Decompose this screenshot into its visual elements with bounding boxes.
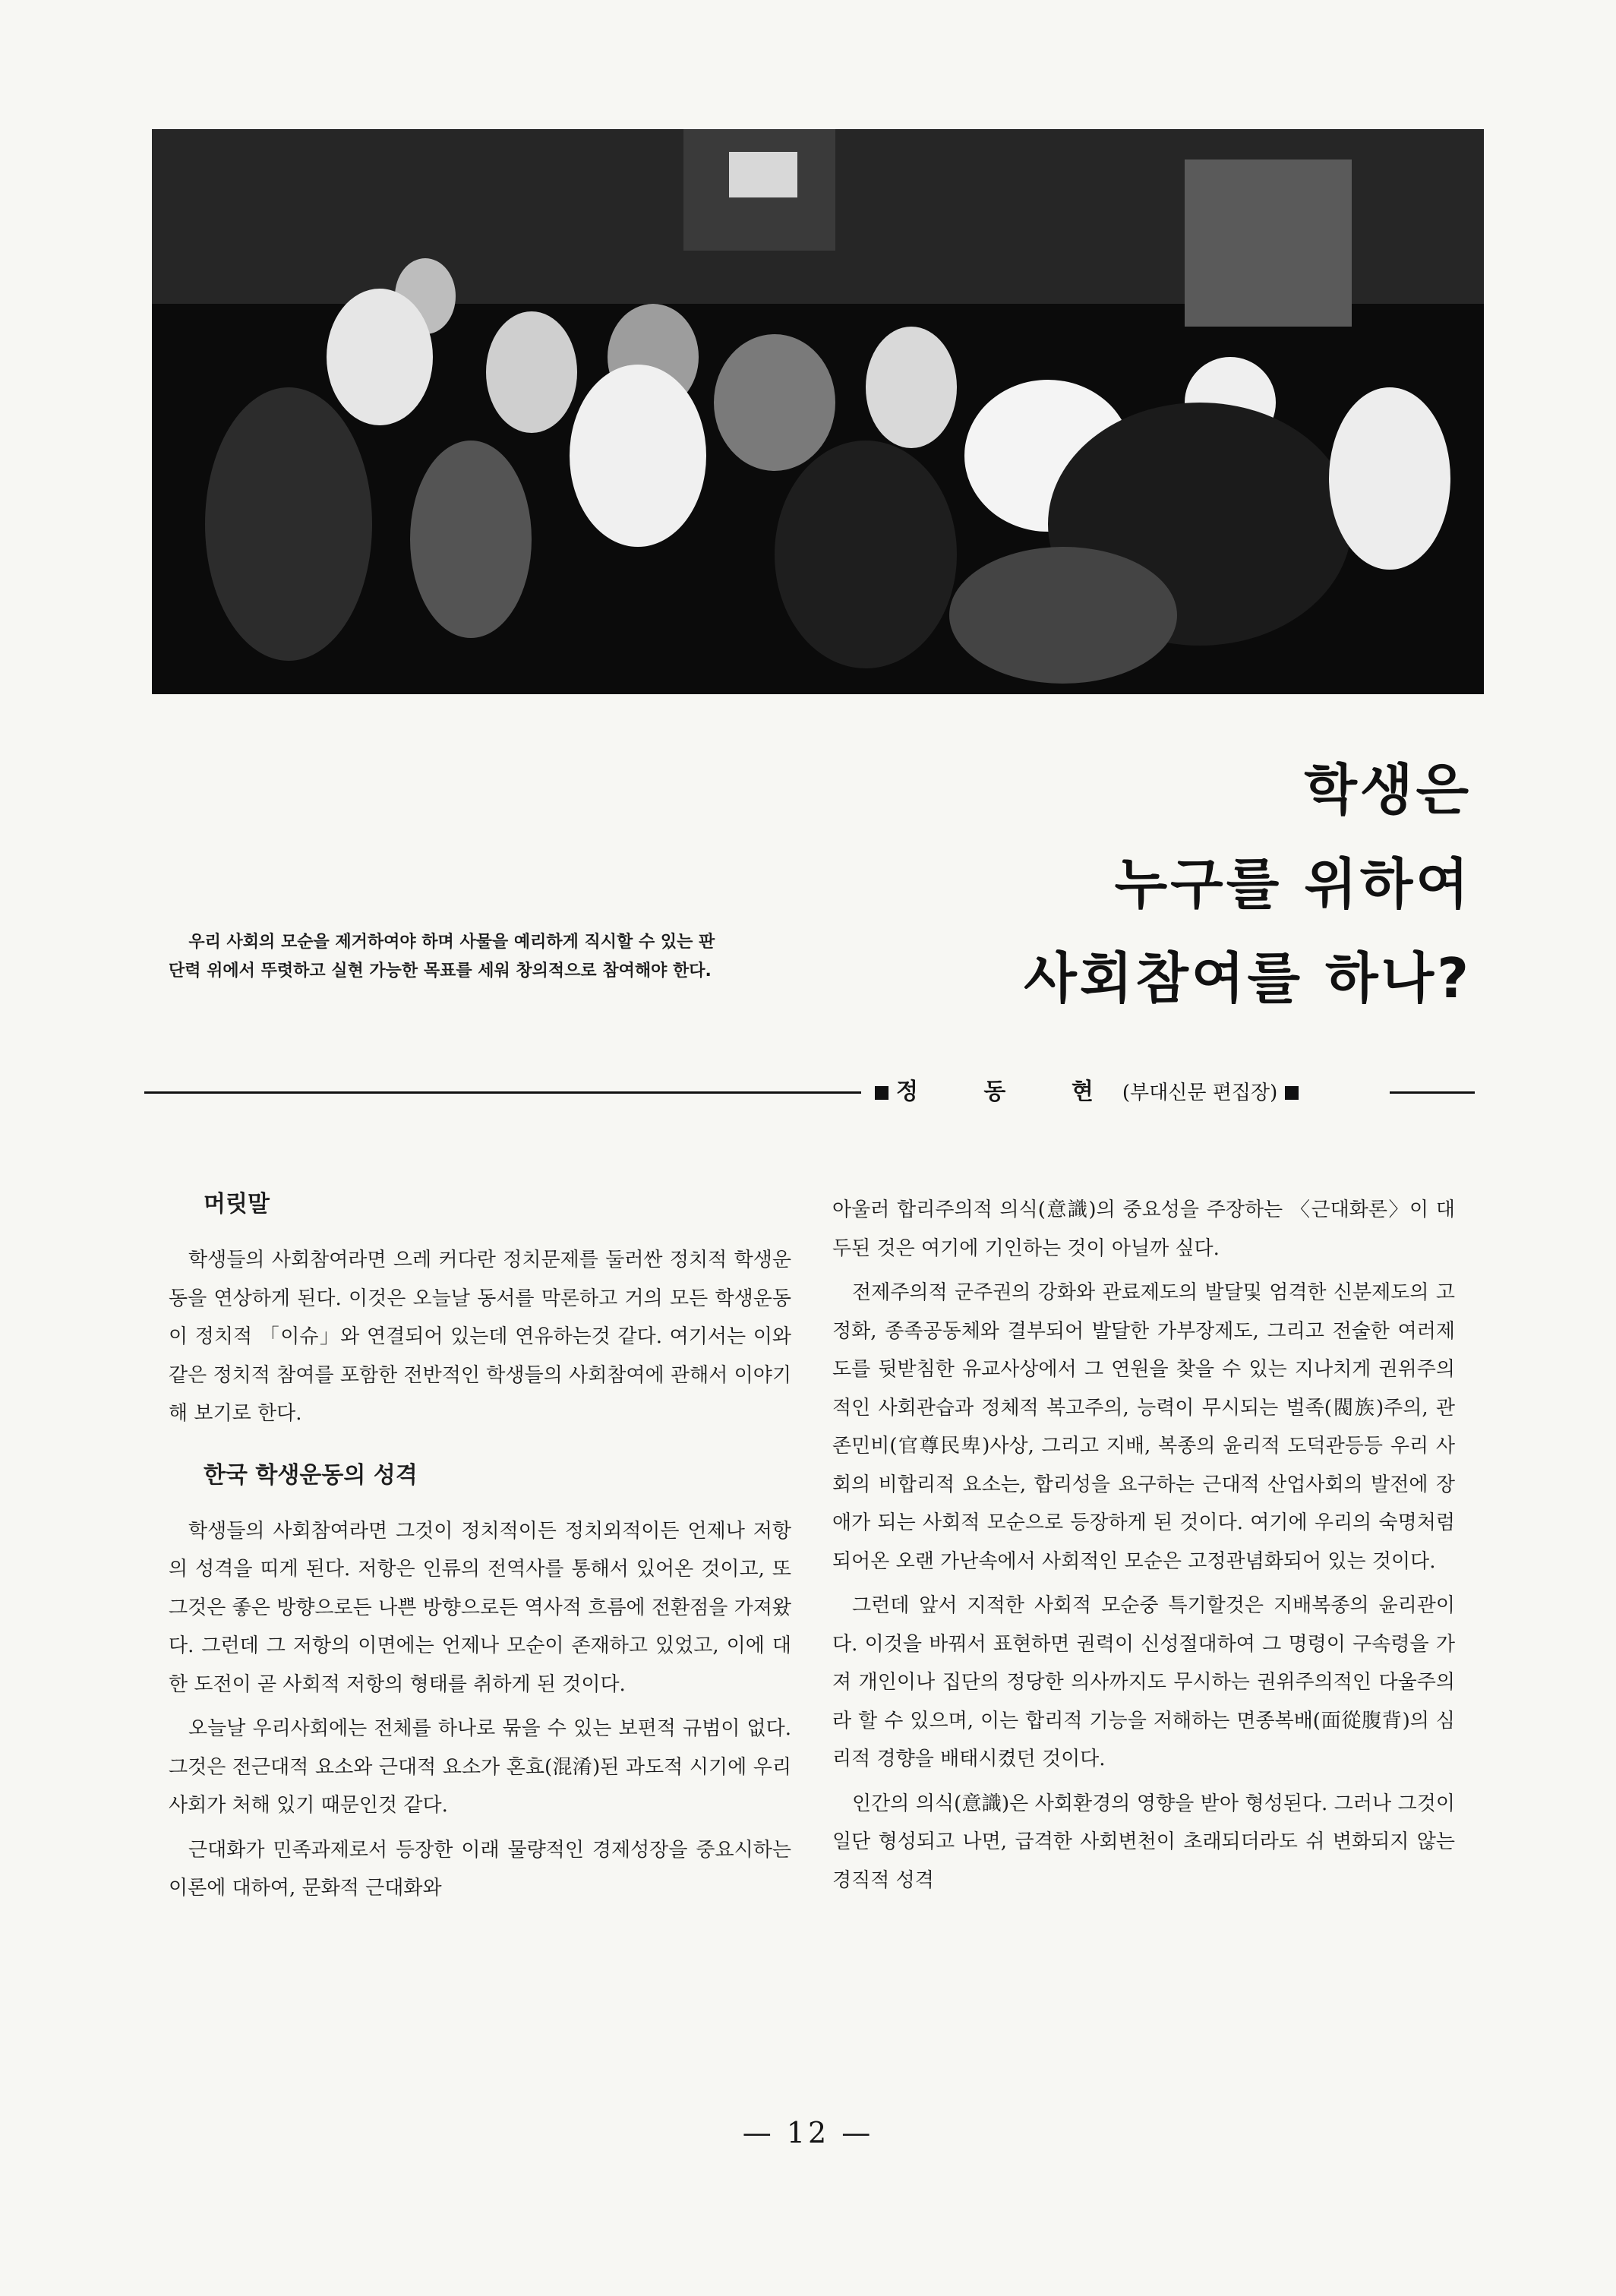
crowd-photo-image [152,129,1484,694]
caption-text: 우리 사회의 모순을 제거하여야 하며 사물을 예리하게 직시할 수 있는 판단력 위에서 뚜렷하고 실현 가능한 목표를 세워 창의적으로 참여해야 한다. [169,933,715,981]
paragraph: 전제주의적 군주권의 강화와 관료제도의 발달및 엄격한 신분제도의 고정화, 종족공동체와 결부되어 발달한 가부장제도, 그리고 전술한 여러제도를 뒷받침한 유교사상에서 그 연원을 찾을 수 있는 지나치게 권위주의적인 사회관습과 정체적 복고주의, 능력이 무시되는 벌족(閥族)주의, 관존민비(官尊民卑)사상, 그리고 지배, 복종의 윤리적 도덕관등등 우리 사회의 비합리적 요소는, 합리성을 요구하는 근대적 산업사회의 발전에 장애가 되는 사회적 모순으로 등장하게 된 것이다. 여기에 우리의 숙명처럼 되어온 오랜 가난속에서 사회적인 모순은 고정관념화되어 있는 것이다. [832,1281,1455,1573]
author-affiliation: (부대신문 편집장) [1122,1082,1278,1104]
crowd-photo [152,129,1484,694]
paragraph: 오늘날 우리사회에는 전체를 하나로 묶을 수 있는 보편적 규범이 없다. 그것은 전근대적 요소와 근대적 요소가 혼효(混淆)된 과도적 시기에 우리사회가 처해 있기 때문인것 같다. [169,1717,791,1817]
author-name: 정 동 현 [896,1079,1122,1105]
right-column [832,1191,1455,1906]
paragraph: 학생들의 사회참여라면 그것이 정치적이든 정치외적이든 언제나 저항의 성격을 띠게 된다. 저항은 인류의 전역사를 통해서 있어온 것이고, 또 그것은 좋은 방향으로든 나쁜 방향으로든 역사적 흐름에 전환점을 가져왔다. 그런데 그 저항의 이면에는 언제나 모순이 존재하고 있었고, 이에 대한 도전이 곧 사회적 저항의 형태를 취하게 된 것이다. [169,1519,791,1696]
photo-caption [169,928,731,986]
square-marker-icon [875,1086,888,1100]
headline-line-2: 누구를 위하여 [1114,852,1472,916]
page-number: — 12 — [742,2116,874,2149]
left-column [169,1183,791,1914]
paragraph: 아울러 합리주의적 의식(意識)의 중요성을 주장하는 〈근대화론〉이 대두된 것은 여기에 기인하는 것이 아닐까 싶다. [832,1199,1455,1260]
paragraph: 그런데 앞서 지적한 사회적 모순중 특기할것은 지배복종의 윤리관이다. 이것을 바꿔서 표현하면 권력이 신성절대하여 그 명령이 구속령을 가져 개인이나 집단의 정당한 의사까지도 무시하는 권위주의적인 다울주의라 할 수 있으며, 이는 합리적 기능을 저해하는 면종복배(面從腹背)의 심리적 경향을 배태시켰던 것이다. [832,1594,1455,1770]
headline-line-1: 학생은 [1304,758,1472,822]
paragraph: 학생들의 사회참여라면 으레 커다란 정치문제를 둘러싼 정치적 학생운동을 연상하게 된다. 이것은 오늘날 동서를 막론하고 거의 모든 학생운동이 정치적 「이슈」와 연결되어 있는데 연유하는것 같다. 여기서는 이와같은 정치적 참여를 포함한 전반적인 학생들의 사회참여에 관해서 이야기 해 보기로 한다. [169,1249,791,1425]
section-heading-intro: 머릿말 [204,1191,270,1217]
byline [867,1074,1390,1111]
headline-line-3: 사회참여를 하나? [1024,946,1472,1010]
paragraph: 인간의 의식(意識)은 사회환경의 영향을 받아 형성된다. 그러나 그것이 일단 형성되고 나면, 급격한 사회변천이 초래되더라도 쉬 변화되지 않는 경직적 성격 [832,1792,1455,1892]
square-marker-icon [1285,1086,1299,1100]
byline-rule-left [144,1091,861,1094]
section-heading-character: 한국 학생운동의 성격 [204,1461,418,1489]
byline-rule-right [1390,1091,1475,1094]
paragraph: 근대화가 민족과제로서 등장한 이래 물량적인 경제성장을 중요시하는 이론에 대하여, 문화적 근대화와 [169,1838,791,1900]
article-headline [788,743,1472,1025]
